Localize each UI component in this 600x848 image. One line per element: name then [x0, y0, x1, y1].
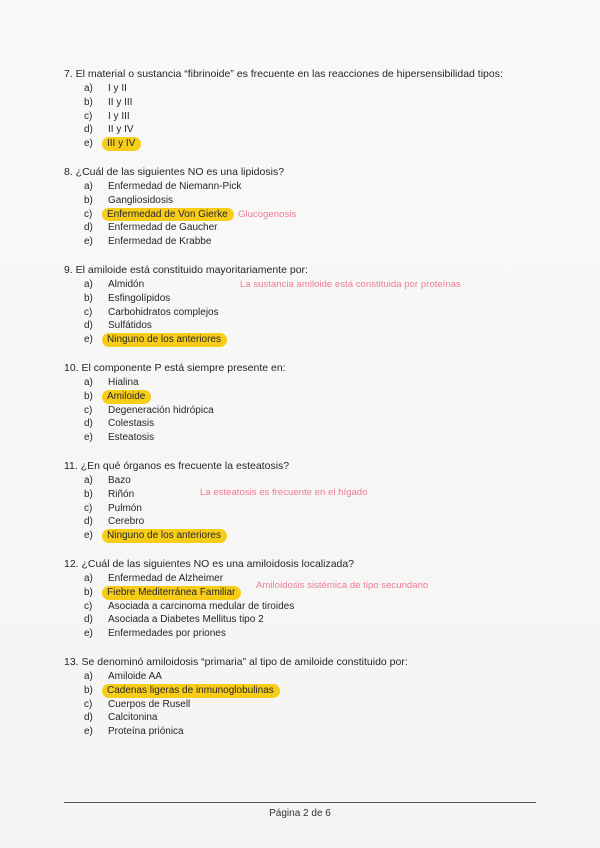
question-7: [64, 67, 564, 151]
page-number: Página 2 de 6: [269, 808, 331, 819]
question-text: 11. ¿En qué órganos es frecuente la esteatosis?: [64, 460, 290, 472]
option-e: e) Enfermedades por priones: [84, 628, 226, 640]
option-e: e) Proteína priónica: [84, 726, 184, 738]
question-12: [64, 557, 564, 641]
option-c-highlighted: c) Enfermedad de Von Gierke: [64, 208, 564, 222]
option-e-highlighted: e) III y IV: [64, 137, 564, 151]
option-d: d) Sulfátidos: [84, 320, 152, 332]
option-a: a) Amiloide AA: [84, 671, 162, 682]
option-c: c) Cuerpos de Rusell: [84, 698, 191, 710]
question-text: 12. ¿Cuál de las siguientes NO es una amiloidosis localizada?: [64, 558, 355, 570]
option-a: a) I y II: [84, 83, 127, 94]
option-a: a) Bazo: [84, 475, 131, 486]
option-c: c) I y III: [84, 110, 130, 122]
option-c: c) Carbohidratos complejos: [84, 306, 219, 318]
option-a: a) Almidón: [84, 279, 145, 290]
option-d: d) Enfermedad de Gaucher: [84, 222, 218, 234]
option-c: c) Degeneración hidrópica: [84, 404, 214, 416]
option-d: d) II y IV: [84, 124, 134, 136]
handwritten-note: La sustancia amiloide está constituida por proteínas: [240, 279, 461, 290]
option-a: a) Enfermedad de Alzheimer: [84, 573, 224, 584]
handwritten-note: La esteatosis es frecuente en el hígado: [200, 487, 368, 498]
option-e: e) Esteatosis: [84, 432, 155, 444]
footer-divider: [64, 802, 536, 803]
question-text: 9. El amiloide está constituido mayoritariamente por:: [64, 264, 308, 276]
option-d: d) Colestasis: [84, 418, 155, 430]
question-10: [64, 361, 564, 445]
option-b: b) Gangliosidosis: [84, 194, 174, 206]
handwritten-note: Amiloidosis sistémica de tipo secundario: [256, 580, 429, 591]
question-text: 7. El material o sustancia “fibrinoide” es frecuente en las reacciones de hipersensibilidad tipos:: [64, 68, 503, 80]
option-a: a) Hialina: [84, 377, 139, 388]
option-d: d) Calcitonina: [84, 712, 158, 724]
option-b: b) Riñón: [84, 488, 135, 500]
option-b-highlighted: b) Amiloide: [64, 390, 564, 404]
option-b: b) Esfingolípidos: [84, 292, 171, 304]
question-8: [64, 165, 564, 249]
question-9: [64, 263, 564, 347]
option-b: b) II y III: [84, 96, 133, 108]
option-c: c) Pulmón: [84, 502, 142, 514]
option-d: d) Cerebro: [84, 516, 145, 528]
option-e-highlighted: e) Ninguno de los anteriores: [64, 529, 564, 543]
option-c: c) Asociada a carcinoma medular de tiroides: [84, 600, 295, 612]
question-text: 8. ¿Cuál de las siguientes NO es una lipidosis?: [64, 166, 285, 178]
option-b-highlighted: b) Fiebre Mediterránea Familiar: [64, 586, 564, 600]
option-b-highlighted: b) Cadenas ligeras de inmunoglobulinas: [64, 684, 564, 698]
option-e-highlighted: e) Ninguno de los anteriores: [64, 333, 564, 347]
question-13: [64, 655, 564, 739]
question-text: 10. El componente P está siempre presente en:: [64, 362, 286, 374]
option-d: d) Asociada a Diabetes Mellitus tipo 2: [84, 614, 264, 626]
option-a: a) Enfermedad de Niemann-Pick: [84, 181, 242, 192]
question-text: 13. Se denominó amiloidosis “primaria” al tipo de amiloide constituido por:: [64, 656, 408, 668]
handwritten-note: Glucogenosis: [238, 209, 297, 220]
question-11: [64, 459, 564, 543]
option-e: e) Enfermedad de Krabbe: [84, 236, 212, 248]
